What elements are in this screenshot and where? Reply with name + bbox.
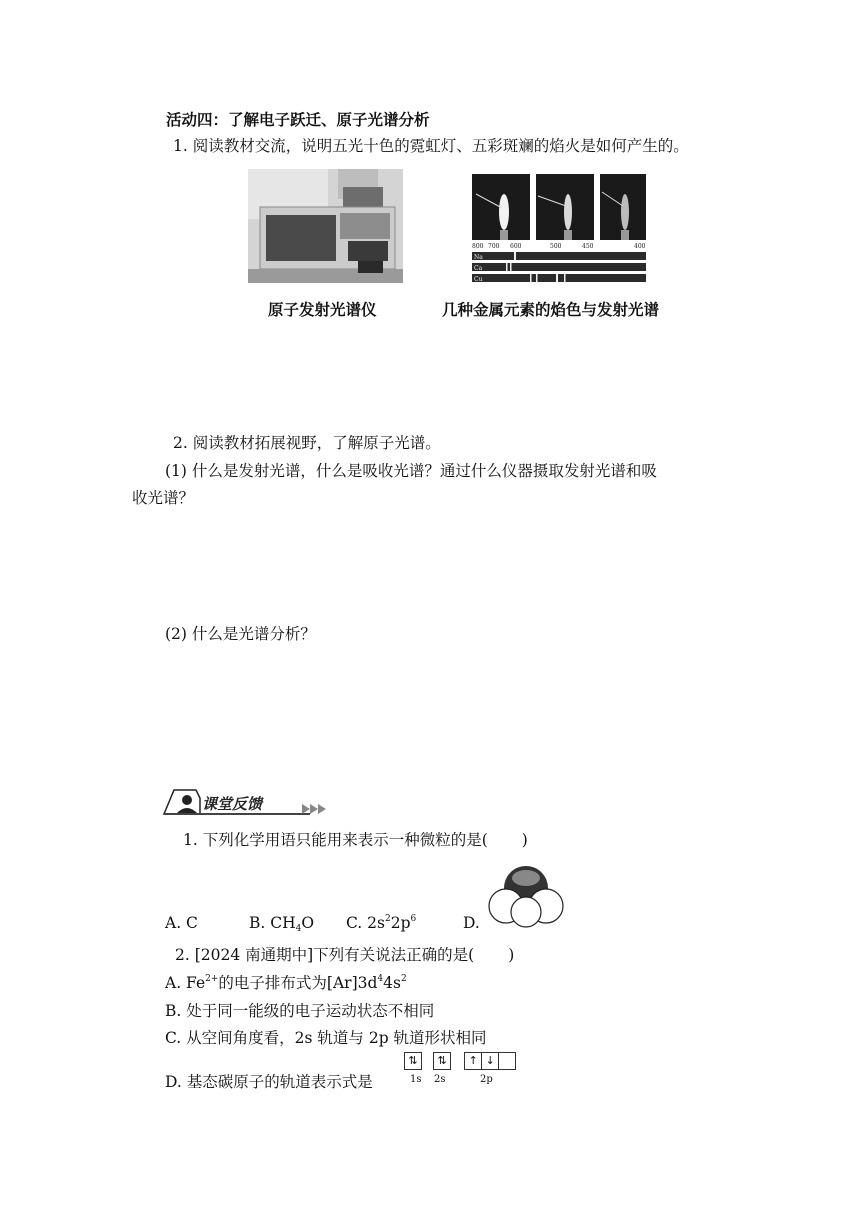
q2-option-a (165, 973, 407, 993)
q2-a-sup3: 2 (400, 974, 407, 984)
orbital-box-2s: ⇅ (433, 1052, 451, 1070)
option-c-prefix: C. 2s (346, 914, 385, 932)
question-2-2: (2) 什么是光谱分析？ (165, 625, 316, 643)
tick-600: 600 (510, 243, 522, 250)
question-1: 1. 阅读教材交流，说明五光十色的霓虹灯、五彩斑斓的焰火是如何产生的。 (173, 137, 689, 155)
flame-spectrum-figure (470, 172, 648, 284)
feedback-q1-close: ) (521, 831, 528, 849)
molecule-model-image (484, 860, 568, 930)
orbital-box-2p-3 (499, 1052, 516, 1070)
option-d: D. (463, 914, 480, 932)
activity-title: 活动四：了解电子跃迁、原子光谱分析 (166, 111, 430, 129)
orbital-label-2s: 2s (434, 1074, 446, 1085)
feedback-title: 课堂反馈 (202, 795, 263, 813)
tick-700: 700 (488, 243, 500, 250)
question-2: 2. 阅读教材拓展视野，了解原子光谱。 (173, 434, 441, 452)
feedback-question-2 (175, 945, 514, 965)
q2-a-mid: 的电子排布式为[Ar]3d (218, 974, 378, 992)
option-c-sup1: 2 (384, 914, 391, 924)
orbital-diagram (404, 1050, 524, 1090)
row-cu: Cu (474, 276, 483, 283)
tick-450: 450 (582, 243, 594, 250)
row-na: Na (474, 254, 483, 261)
q2-a-sup2: 4 (377, 974, 384, 984)
feedback-q1-text: 1. 下列化学用语只能用来表示一种微粒的是( (183, 831, 488, 849)
feedback-q2-close: ) (508, 946, 515, 964)
row-ca: Ca (474, 265, 483, 272)
orbital-label-2p: 2p (480, 1074, 493, 1085)
question-2-1-line2: 收光谱？ (132, 489, 195, 507)
tick-400: 400 (634, 243, 646, 250)
question-2-1-line1: (1) 什么是发射光谱，什么是吸收光谱？通过什么仪器摄取发射光谱和吸 (165, 462, 657, 480)
q2-option-d: D. 基态碳原子的轨道表示式是 (165, 1073, 373, 1091)
orbital-box-1s: ⇅ (404, 1052, 422, 1070)
option-b (249, 913, 314, 933)
caption-spectrometer: 原子发射光谱仪 (268, 301, 377, 319)
option-a: A. C (165, 914, 198, 932)
q2-a-prefix: A. Fe (165, 974, 206, 992)
spectrometer-photo (248, 169, 403, 283)
caption-flame-spectrum: 几种金属元素的焰色与发射光谱 (442, 301, 660, 319)
q2-a-sup: 2+ (205, 974, 219, 984)
orbital-label-1s: 1s (410, 1074, 422, 1085)
q2-a-mid2: 4s (383, 974, 401, 992)
option-c-mid: 2p (390, 914, 411, 932)
tick-800: 800 (472, 243, 484, 250)
tick-500: 500 (550, 243, 562, 250)
feedback-banner (160, 784, 340, 820)
option-c (346, 913, 416, 933)
feedback-question-1 (183, 830, 528, 850)
option-b-prefix: B. CH (249, 914, 296, 932)
option-c-sup2: 6 (410, 914, 417, 924)
q2-option-b: B. 处于同一能级的电子运动状态不相同 (165, 1002, 435, 1020)
feedback-q2-text: 2. [2024 南通期中]下列有关说法正确的是( (175, 946, 475, 964)
orbital-box-2p-2: ↓ (482, 1052, 499, 1070)
q2-option-c: C. 从空间角度看，2s 轨道与 2p 轨道形状相同 (165, 1029, 487, 1047)
option-b-sub: 4 (295, 924, 302, 934)
orbital-box-2p-1: ↑ (464, 1052, 482, 1070)
option-b-suffix: O (301, 914, 315, 932)
